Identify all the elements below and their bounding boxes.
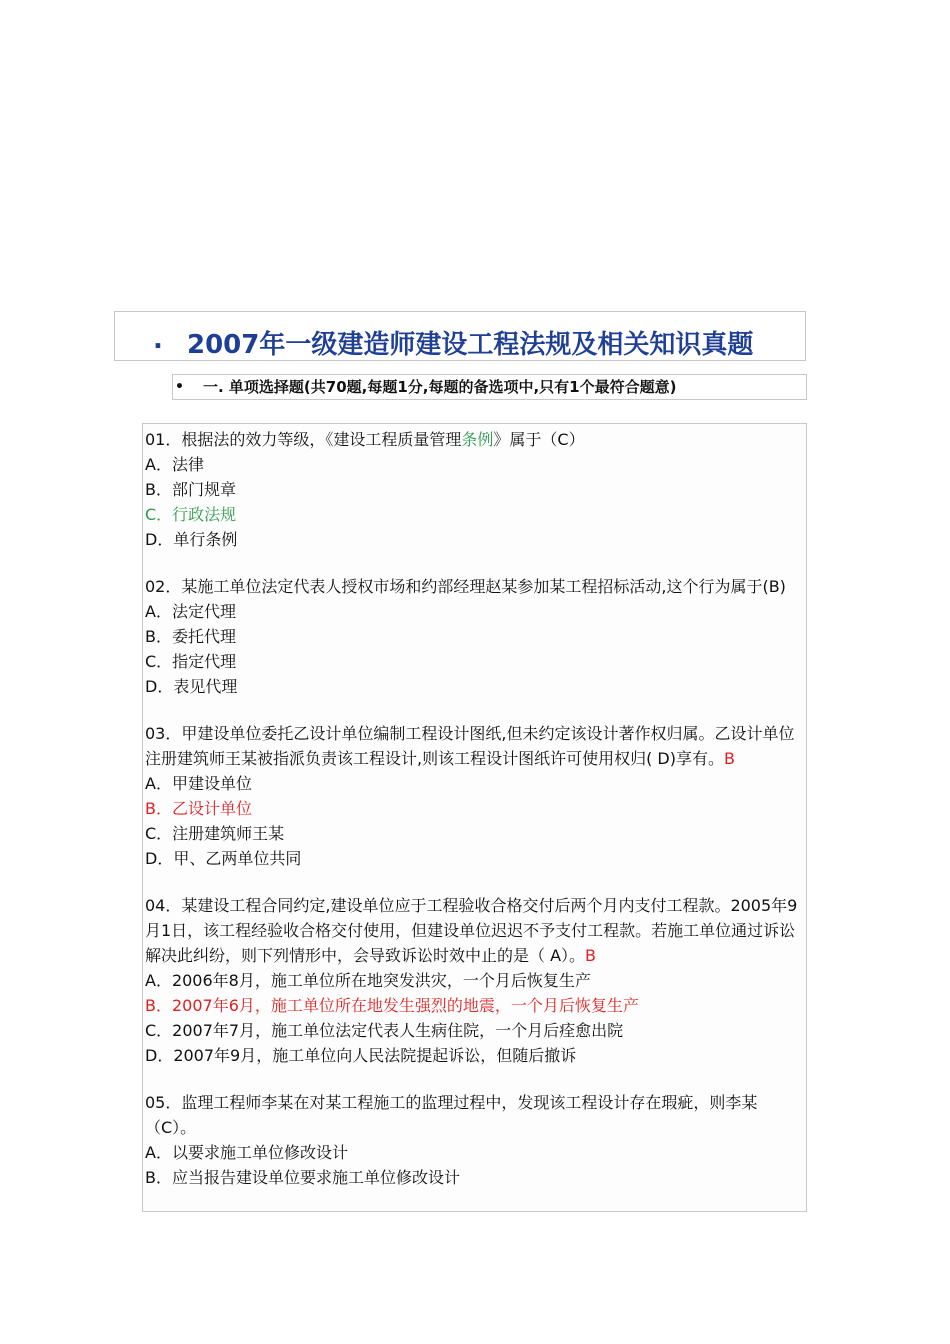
answer-mark: B: [585, 946, 597, 965]
option-highlighted: B．乙设计单位: [145, 799, 252, 818]
option: C．2007年7月，施工单位法定代表人生病住院，一个月后痊愈出院: [145, 1021, 624, 1040]
option-highlighted: B．2007年6月，施工单位所在地发生强烈的地震，一个月后恢复生产: [145, 996, 639, 1015]
question-04: 04．某建设工程合同约定,建设单位应于工程验收合格交付后两个月内支付工程款。2005年9月1日，该工程经验收合格交付使用，但建设单位迟迟不予支付工程款。若施工单位通过诉讼解决此纠纷，则下列情形中，会导致诉讼时效中止的是（ A）。B: [145, 896, 798, 965]
option: A．以要求施工单位修改设计: [145, 1143, 348, 1162]
title-box: [114, 311, 806, 361]
option: D．2007年9月，施工单位向人民法院提起诉讼，但随后撤诉: [145, 1046, 577, 1065]
option: B．委托代理: [145, 627, 236, 646]
option: A．法定代理: [145, 602, 236, 621]
page-title: 2007年一级建造师建设工程法规及相关知识真题: [187, 330, 754, 360]
option: C．指定代理: [145, 652, 237, 671]
option: D．表见代理: [145, 677, 238, 696]
option: B．部门规章: [145, 480, 236, 499]
question-01: 01．根据法的效力等级，《建设工程质量管理条例》属于（C）: [145, 430, 585, 449]
question-02: 02．某施工单位法定代表人授权市场和约部经理赵某参加某工程招标活动,这个行为属于(B): [145, 577, 786, 596]
questions-panel: [142, 423, 807, 1212]
title-bullet: .: [153, 325, 163, 355]
question-05: 05．监理工程师李某在对某工程施工的监理过程中，发现该工程设计存在瑕疵，则李某（C）。: [145, 1093, 758, 1137]
option-highlighted: C．行政法规: [145, 505, 237, 524]
option: B．应当报告建设单位要求施工单位修改设计: [145, 1168, 460, 1187]
question-03: 03．甲建设单位委托乙设计单位编制工程设计图纸,但未约定该设计著作权归属。乙设计单位注册建筑师王某被指派负责该工程设计,则该工程设计图纸许可使用权归( D)享有。B: [145, 724, 795, 768]
option: D．甲、乙两单位共同: [145, 849, 302, 868]
option: D．单行条例: [145, 530, 238, 549]
option: A．2006年8月，施工单位所在地突发洪灾，一个月后恢复生产: [145, 971, 591, 990]
option: A．甲建设单位: [145, 774, 252, 793]
section-heading: 一. 单项选择题(共70题,每题1分,每题的备选项中,只有1个最符合题意): [203, 378, 677, 396]
option: A．法律: [145, 455, 204, 474]
section-bullet: •: [175, 379, 184, 395]
answer-mark: B: [723, 749, 735, 768]
section-heading-box: [172, 374, 807, 400]
option: C．注册建筑师王某: [145, 824, 285, 843]
highlight-term: 条例: [461, 430, 494, 449]
